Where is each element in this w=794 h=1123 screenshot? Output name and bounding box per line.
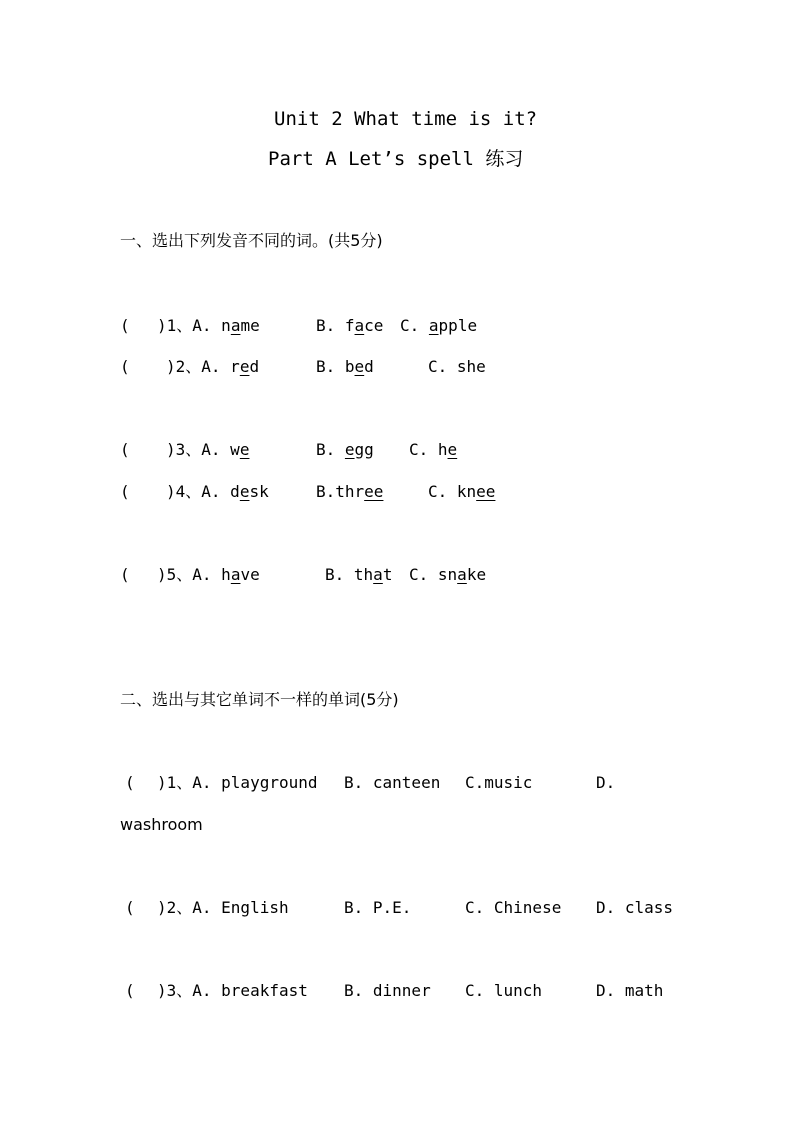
underlined-letters: a [354, 316, 365, 335]
option-b: B. canteen [344, 773, 441, 792]
underlined-letters: e [239, 357, 250, 376]
option-a [166, 440, 249, 460]
option-d: D. class [596, 898, 674, 917]
option-a: )3、A. breakfast [157, 981, 308, 1000]
option-b-end: t [382, 565, 393, 584]
option-a-word-end: ve [240, 565, 260, 584]
option-d-wrapped-word: washroom [120, 815, 203, 834]
option-c-start: C. h [409, 440, 448, 459]
option-a-label: )2、A. [166, 357, 231, 376]
option-a-word-start: n [221, 316, 231, 335]
option-a-label: )3、A. [166, 440, 231, 459]
option-a [157, 565, 260, 585]
option-b-start: B. th [325, 565, 374, 584]
section2-heading: 二、选出与其它单词不一样的单词(5分) [120, 690, 399, 709]
underlined-letters: a [373, 565, 383, 584]
option-c: C.music [465, 773, 533, 792]
option-a: )2、A. English [157, 898, 289, 917]
underlined-letters: ee [476, 482, 496, 501]
option-c-start: C. sn [409, 565, 458, 584]
subtitle-chinese: 练习 [485, 148, 524, 170]
answer-paren-open: ( [120, 316, 130, 335]
option-c [409, 565, 486, 585]
answer-paren-open: ( [125, 981, 145, 1000]
option-c: C. lunch [465, 981, 543, 1000]
option-a-word-start: h [221, 565, 231, 584]
underlined-letters: e [447, 440, 458, 459]
option-c [400, 316, 477, 336]
worksheet-subtitle [268, 147, 523, 171]
underlined-letters: a [230, 316, 241, 335]
option-b-start: B. f [316, 316, 355, 335]
option-c: C. she [428, 357, 486, 376]
underlined-letters: a [230, 565, 241, 584]
underlined-letters: e [239, 440, 250, 459]
answer-paren-open: ( [125, 773, 145, 792]
option-a-label: )4、A. [166, 482, 231, 501]
option-b [316, 316, 383, 336]
option-a-label: )5、A. [157, 565, 222, 584]
answer-paren-open: ( [120, 357, 130, 376]
underlined-letters: ee [364, 482, 384, 501]
option-c [428, 482, 495, 502]
option-a: )1、A. playground [157, 773, 318, 792]
underlined-letters: e [239, 482, 250, 501]
underlined-letters: a [428, 316, 439, 335]
option-b-end: d [364, 357, 374, 376]
option-b [325, 565, 392, 585]
option-b-end: ce [364, 316, 384, 335]
underlined-letters: e [344, 440, 355, 459]
subtitle-english: Part A Let’s spell [268, 148, 486, 170]
option-d: D. [596, 773, 616, 792]
option-a [166, 482, 269, 502]
option-b: B. dinner [344, 981, 431, 1000]
option-c [409, 440, 457, 460]
option-b [316, 482, 383, 502]
section1-heading: 一、选出下列发音不同的词。(共5分) [120, 231, 383, 250]
option-b [316, 440, 374, 460]
option-a-label: )1、A. [157, 316, 222, 335]
option-a [166, 357, 259, 377]
option-b-start: B. [316, 440, 345, 459]
answer-paren-open: ( [125, 898, 145, 917]
option-a-word-end: d [249, 357, 260, 376]
option-c-start: C. [400, 316, 429, 335]
option-c-end: ke [466, 565, 487, 584]
worksheet-title: Unit 2 What time is it? [274, 108, 538, 130]
option-b: B. P.E. [344, 898, 412, 917]
option-a-word-start: r [230, 357, 240, 376]
option-d: D. math [596, 981, 664, 1000]
option-a-word-start: w [230, 440, 240, 459]
option-a-word-end: sk [249, 482, 269, 501]
option-c-start: C. kn [428, 482, 477, 501]
option-b-start: B.thr [316, 482, 365, 501]
underlined-letters: a [457, 565, 467, 584]
option-b [316, 357, 374, 377]
option-a-word-end: me [240, 316, 260, 335]
answer-paren-open: ( [120, 565, 130, 584]
option-c-end: pple [438, 316, 478, 335]
option-a [157, 316, 260, 336]
answer-paren-open: ( [120, 440, 130, 459]
option-a-word-start: d [230, 482, 240, 501]
option-c: C. Chinese [465, 898, 562, 917]
answer-paren-open: ( [120, 482, 130, 501]
option-b-end: gg [354, 440, 374, 459]
underlined-letters: e [354, 357, 365, 376]
option-b-start: B. b [316, 357, 355, 376]
